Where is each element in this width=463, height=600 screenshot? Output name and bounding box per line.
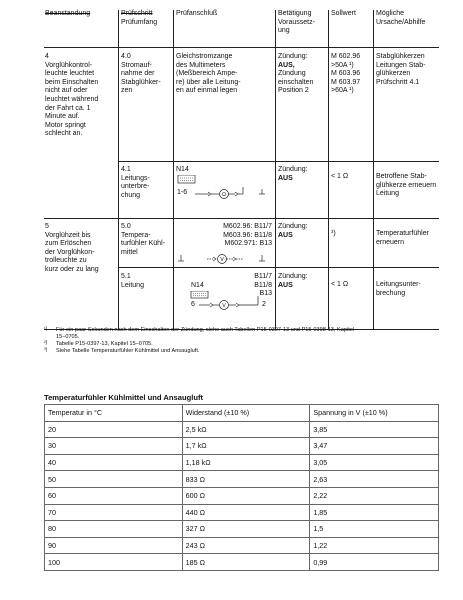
connector-label: N14	[176, 166, 189, 173]
step-5-0	[118, 223, 173, 257]
table-row	[45, 554, 439, 571]
complaint-4-line: schlecht an.	[45, 130, 83, 138]
cell-resistance: 600 Ω	[182, 487, 310, 504]
cell-voltage: 2,22	[310, 487, 439, 504]
setpoint-4-0-line: >60A ¹)	[331, 87, 354, 95]
complaint-4-line: der Fahrt ca. 1	[45, 104, 91, 112]
cell-resistance: 440 Ω	[182, 504, 310, 521]
operation-5-1-prefix: Zündung:	[278, 273, 308, 280]
header-temperature: Temperatur in °C	[45, 405, 183, 422]
header-voltage: Spannung in V (±10 %)	[310, 405, 439, 422]
operation-4-0-line: Position 2	[278, 87, 309, 95]
diagnostic-table-header	[44, 10, 439, 48]
footnote-mark: ¹)	[44, 326, 48, 332]
step-4-0-line: 4.0	[121, 53, 131, 60]
step-5-1-line: Leitung	[121, 281, 144, 289]
step-4-1-line: Leitungs-	[121, 174, 150, 182]
header-operation-line-2: Voraussetz-	[278, 18, 315, 26]
cell-temperature: 60	[45, 487, 183, 504]
table-row	[45, 438, 439, 455]
table-row	[45, 521, 439, 538]
cell-temperature: 80	[45, 521, 183, 538]
svg-text:V: V	[222, 303, 226, 309]
table-row	[45, 537, 439, 554]
cause-5-0	[373, 230, 439, 247]
complaint-4-line: 4	[45, 53, 49, 60]
cause-5-0-line: erneuern	[376, 238, 405, 246]
cell-temperature: 20	[45, 421, 183, 438]
cause-4-0-line: Prüfschritt 4.1	[376, 78, 420, 86]
connection-5-1-line: B11/7	[254, 273, 272, 280]
complaint-4-line: nicht auf oder	[45, 87, 88, 95]
connection-4-0-line: re) über alle Leitung-	[176, 78, 241, 86]
temperature-table	[44, 404, 439, 571]
footnote-mark: ²)	[44, 340, 48, 346]
svg-text:Ω: Ω	[222, 192, 226, 198]
cell-voltage: 1,5	[310, 521, 439, 538]
operation-4-0-prefix: Zündung:	[278, 53, 308, 60]
header-connection: Prüfanschluß	[176, 10, 218, 17]
diagnostic-row-5	[44, 219, 439, 330]
complaint-4-line: Motor springt	[45, 121, 86, 129]
step-5-0-line: mittel	[121, 248, 138, 256]
cause-5-1-line: brechung	[376, 289, 406, 297]
cell-temperature: 40	[45, 454, 183, 471]
header-cause-line-1: Mögliche	[376, 10, 405, 17]
row-divider	[118, 267, 439, 268]
step-5-1-line: 5.1	[121, 273, 131, 280]
setpoint-4-0-line: M 603.97	[331, 78, 361, 86]
cell-voltage: 1,22	[310, 537, 439, 554]
step-4-1-line: chung	[121, 191, 141, 199]
cell-resistance: 1,7 kΩ	[182, 438, 310, 455]
cause-4-1-line: glühkerze erneuern	[376, 181, 437, 189]
footnotes	[44, 327, 439, 355]
diagnostic-table	[44, 10, 439, 330]
complaint-5-line: 5	[45, 223, 49, 230]
cause-5-1-line: Leitungsunter-	[376, 281, 421, 288]
operation-5-1	[275, 273, 328, 290]
step-4-0-line: zen	[121, 87, 133, 95]
step-5-0-line: 5.0	[121, 223, 131, 230]
header-step-line-1: Prüfschritt	[121, 10, 153, 17]
complaint-4-line: Minute auf.	[45, 113, 80, 121]
wiring-diagram-5-0	[177, 253, 273, 265]
footnote	[44, 348, 439, 355]
connection-4-0-line: des Multimeters	[176, 61, 226, 69]
step-5-0-line: turfühler Kühl-	[121, 240, 165, 248]
temperature-table-title: Temperaturfühler Kühlmittel und Ansaugluft	[44, 393, 204, 402]
diagnostic-row-4	[44, 48, 439, 219]
step-4-0-line: Stabglühker-	[121, 78, 161, 86]
table-row	[45, 504, 439, 521]
operation-4-1	[275, 166, 328, 183]
connection-5-0	[173, 223, 275, 249]
cause-4-0-line: glühkerzen	[376, 70, 411, 78]
footnote-mark: ³)	[44, 347, 48, 353]
cell-voltage: 0,99	[310, 554, 439, 571]
complaint-4-line: beim Einschalten	[45, 78, 99, 86]
row-divider	[118, 161, 439, 162]
table-row	[45, 471, 439, 488]
footnote	[44, 341, 439, 348]
cause-4-0-line: Leitungen Stab-	[376, 61, 426, 69]
setpoint-4-0-line: M 602.96	[331, 53, 361, 60]
cell-temperature: 90	[45, 537, 183, 554]
table-row	[45, 421, 439, 438]
operation-4-0-line: Zündung	[278, 70, 306, 78]
cause-4-1	[373, 173, 439, 199]
connector-label-5-1: N14	[191, 282, 204, 289]
cause-5-1	[373, 281, 439, 298]
connection-5-0-line: M603.96: B11/8	[223, 231, 272, 239]
temperature-table-header	[45, 405, 439, 422]
complaint-4-line: leuchtet während	[45, 95, 99, 103]
step-4-0-line: Stromauf-	[121, 61, 152, 69]
cell-temperature: 50	[45, 471, 183, 488]
footnote-text: 15–0705.	[56, 334, 80, 340]
cell-voltage: 1,85	[310, 504, 439, 521]
header-operation	[275, 10, 328, 36]
cell-temperature: 30	[45, 438, 183, 455]
cell-resistance: 243 Ω	[182, 537, 310, 554]
connection-5-1-line: B11/8	[254, 281, 272, 289]
cell-voltage: 3,05	[310, 454, 439, 471]
connection-5-0-line: M602.971: B13	[224, 240, 272, 248]
connection-5-0-line: M602.96: B11/7	[223, 223, 272, 230]
cell-resistance: 2,5 kΩ	[182, 421, 310, 438]
connection-4-1	[173, 166, 275, 175]
footnote-text: Tabelle P15-0397-13, Kapitel 15–0705.	[56, 341, 153, 347]
header-complaint: Beanstandung	[45, 10, 91, 17]
complaint-5	[44, 223, 118, 275]
footnote-text: Für ein paar Sekunden nach dem Einschalten der Zündung, siehe auch Tabellen P15-0397-13 und P15-0398-13, Kapitel	[56, 327, 355, 333]
step-4-1	[118, 166, 173, 200]
footnote	[44, 334, 439, 341]
complaint-4-line: leuchte leuchtet	[45, 70, 95, 78]
complaint-5-line: kurz oder zu lang	[45, 265, 99, 273]
step-4-0	[118, 53, 173, 96]
cell-resistance: 327 Ω	[182, 521, 310, 538]
connection-4-0	[173, 53, 275, 96]
cell-voltage: 3,85	[310, 421, 439, 438]
setpoint-4-0-line: M 603.96	[331, 70, 361, 78]
step-5-0-line: Tempera-	[121, 231, 151, 239]
step-4-1-line: unterbre-	[121, 183, 150, 191]
header-cause	[373, 10, 439, 27]
pin-label-4-1: 1-6	[177, 189, 188, 196]
cell-resistance: 1,18 kΩ	[182, 454, 310, 471]
cell-voltage: 2,63	[310, 471, 439, 488]
setpoint-5-1: < 1 Ω	[331, 281, 349, 288]
operation-5-0	[275, 223, 328, 240]
operation-5-1-state: AUS	[278, 281, 293, 289]
operation-4-1-state: AUS	[278, 174, 293, 182]
step-5-1	[118, 273, 173, 290]
cause-5-0-line: Temperaturfühler	[376, 230, 429, 237]
complaint-5-line: trolleuchte zu	[45, 257, 87, 265]
setpoint-4-1: < 1 Ω	[331, 173, 349, 180]
operation-4-0-state: AUS,	[278, 61, 295, 69]
cell-resistance: 833 Ω	[182, 471, 310, 488]
table-row	[45, 454, 439, 471]
setpoint-5-0: ³)	[331, 230, 336, 237]
header-operation-line-3: ung	[278, 27, 290, 35]
operation-4-0-line: einschalten	[278, 78, 314, 86]
pin-left-5-1: 6	[191, 301, 195, 308]
cell-temperature: 100	[45, 554, 183, 571]
connection-4-0-line: (Meßbereich Ampe-	[176, 70, 238, 78]
cause-4-0-line: Stabglühkerzen	[376, 53, 425, 60]
cell-temperature: 70	[45, 504, 183, 521]
setpoint-4-0	[328, 53, 373, 96]
complaint-5-line: zum Erlöschen	[45, 240, 92, 248]
table-row	[45, 487, 439, 504]
complaint-4-line: Vorglühkontrol-	[45, 61, 93, 69]
cell-voltage: 3,47	[310, 438, 439, 455]
header-setpoint: Sollwert	[331, 10, 356, 17]
header-resistance: Widerstand (±10 %)	[182, 405, 310, 422]
header-step-line-2: Prüfumfang	[121, 18, 158, 26]
header-cause-line-2: Ursache/Abhilfe	[376, 18, 426, 26]
complaint-4	[44, 53, 118, 139]
footnote	[44, 327, 439, 334]
operation-5-0-prefix: Zündung:	[278, 223, 308, 230]
step-4-0-line: nahme der	[121, 70, 155, 78]
step-4-1-line: 4.1	[121, 166, 131, 173]
setpoint-4-0-line: >50A ¹)	[331, 61, 354, 69]
operation-5-0-state: AUS	[278, 231, 293, 239]
pin-right-5-1: 2	[262, 301, 266, 308]
svg-text:V: V	[220, 257, 224, 263]
connection-5-1-line: B13	[259, 290, 272, 298]
connection-4-0-line: Gleichstromzange	[176, 53, 233, 60]
operation-4-0	[275, 53, 328, 96]
complaint-5-line: Vorglühzeit bis	[45, 231, 91, 239]
wiring-diagram-5-1	[190, 291, 270, 313]
connection-4-0-line: en auf einmal legen	[176, 87, 238, 95]
cell-resistance: 185 Ω	[182, 554, 310, 571]
cause-4-1-line: Leitung	[376, 190, 399, 198]
complaint-5-line: der Vorglühkon-	[45, 248, 95, 256]
operation-4-1-prefix: Zündung:	[278, 166, 308, 173]
header-operation-line-1: Betätigung	[278, 10, 312, 17]
footnote-text: Siehe Tabelle Temperaturfühler Kühlmittel und Ansaugluft.	[56, 348, 200, 354]
cause-4-1-line: Betroffene Stab-	[376, 173, 427, 180]
cause-4-0	[373, 53, 439, 87]
header-step	[118, 10, 173, 27]
